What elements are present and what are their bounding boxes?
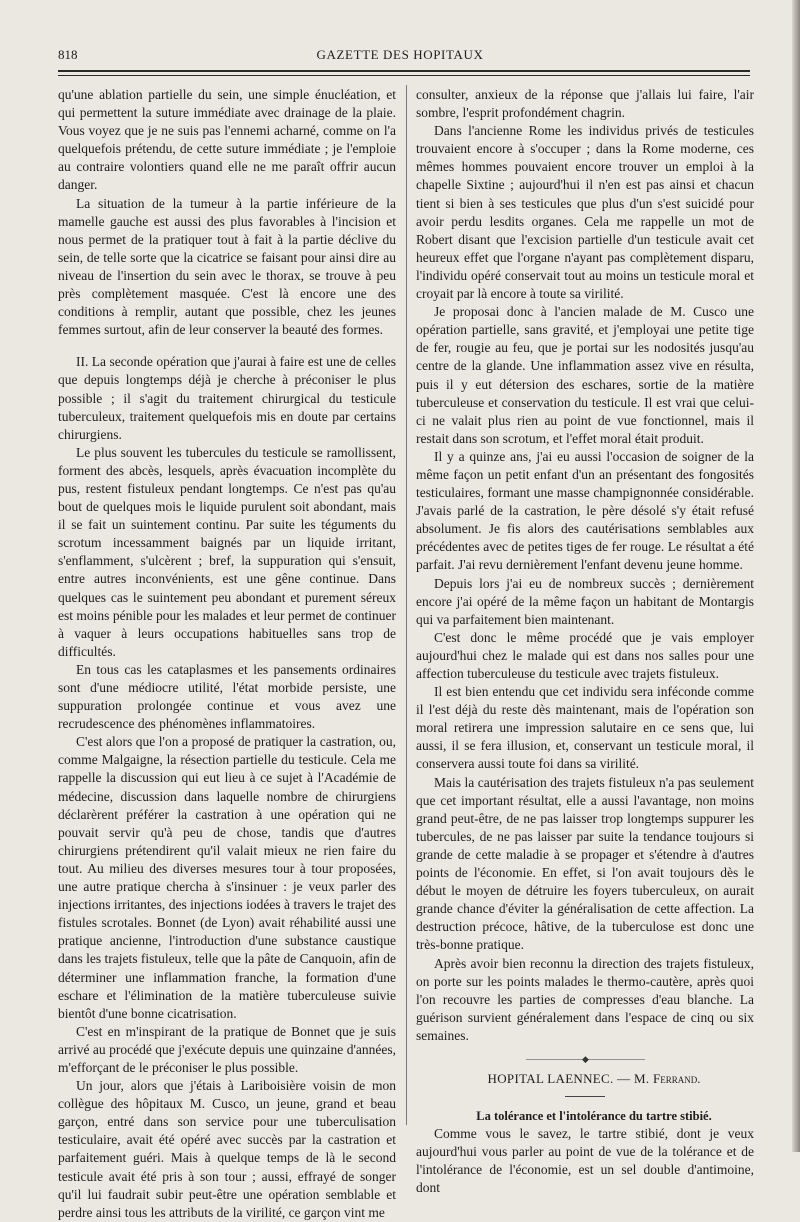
hospital-name: HOPITAL LAENNEC. [487,1070,614,1086]
heading-rule [565,1096,605,1097]
paragraph: Je proposai donc à l'ancien malade de M. Cusco une opération partielle, sans gravité, et j'employai une petite tige de fer, rougie au feu, que je portai sur les nodosités jusqu'au centre de la glande. Une inflammation assez vive en résulta, puis il y eut détersion des eschares, sortie de la matière tuberculeuse et conservation du testicule. Il est vrai que celui-ci ne valait plus rien au point de vue fonctionnel, mais il restait dans son scrotum, et l'effet moral était produit. [416,304,754,446]
paragraph: Comme vous le savez, le tartre stibié, dont je veux aujourd'hui vous parler au point de vue de la tolérance et de l'intolérance de l'économie, est un sel double d'antimoine, dont [416,1126,754,1196]
left-column [58,86,396,1220]
paragraph: Il y a quinze ans, j'ai eu aussi l'occasion de soigner de la même façon un petit enfant d'un an présentant des fongosités testiculaires, formant une masse champignonnée considérable. J'avais parlé de la castration, le père désolé s'y était refusé absolument. Je fis alors des cautérisations semblables aux précédentes avec de petites tiges de fer rouge. Le résultat a été parfait. J'ai revu dernièrement l'enfant devenu jeune homme. [416,448,754,573]
heading-separator: — M. [617,1070,650,1086]
paragraph: C'est alors que l'on a proposé de pratiquer la castration, ou, comme Malgaigne, la résection partielle du testicule. Cela me rappelle la discussion qui eut lieu à ce sujet à l'Académie de médecine, discussion dans laquelle nombre de chirurgiens déclarèrent préférer la castration à une opération qui ne pouvait servir qu'à peu de chose, tandis que d'autres chirurgiens prétendirent qu'il valait mieux ne rien faire du tout. Au milieu des diverses mesures tour à tour proposées, une autre pratique chercha à s'insinuer : je veux parler des injections irritantes, des injections iodées à travers le trajet des fistules scrotales. Bonnet (de Lyon) avait réhabilité aussi une pratique ancienne, l'introduction d'une substance caustique dans les trajets fistuleux, telle que la pâte de Canquoin, afin de déterminer une inflammation franche, la formation d'une eschare et l'élimination de la matière tuberculeuse suivie bientôt d'une bonne cicatrisation. [58,734,396,1021]
paragraph: La situation de la tumeur à la partie inférieure de la mamelle gauche est aussi des plus favorables à l'incision et nous permet de la pratiquer tout à fait à la partie déclive du sein, de telle sorte que la cicatrice se faisant pour ainsi dire au niveau de l'insertion du sein avec le thorax, se trouve à peu près complètement masquée. C'est là encore une des conditions à remplir, autant que possible, chez les jeunes femmes surtout, afin de leur conserver la beauté des formes. [58,195,396,338]
author-name: Ferrand. [652,1070,701,1086]
section-paragraph: II. La seconde opération que j'aurai à faire est une de celles que depuis longtemps déjà je cherche à préconiser le plus possible ; il s'agit du traitement chirurgical du testicule tuberculeux, traitement quelquefois mis en doute par certains chirurgiens. [58,354,396,442]
right-column [416,86,754,1196]
paragraph: Un jour, alors que j'étais à Lariboisière voisin de mon collègue des hôpitaux M. Cusco, un jeune, grand et beau garçon, entré dans son service pour une tuberculisation testiculaire, avait été opéré avec succès par la castration et parfaitement guéri. Mais à quelque temps de là le second testicule avait été pris à son tour ; aussi, effrayé de songer qu'il lui faudrait subir peut-être une opération semblable et perdre ainsi tous les attributs de la virilité, ce garçon vint me [58,1078,396,1220]
paragraph: Mais la cautérisation des trajets fistuleux n'a pas seulement que cet important résultat, elle a aussi l'avantage, non moins grand peut-être, de ne pas laisser trop longtemps suppurer les tubercules, de ne pas laisser par suite la tendance toujours si grande de cette maladie à se propager et s'étendre à d'autres points de l'économie. En effet, si l'on avait toujours dès le début le moyen de détruire les foyers tuberculeux, on aurait grande chance d'éviter la généralisation de cette affection. La destruction précoce, hâtive, de la tuberculose est donc une très-bonne pratique. [416,774,754,953]
paragraph: Depuis lors j'ai eu de nombreux succès ; dernièrement encore j'ai opéré de la même façon un habitant de Montargis qui va parfaitement bien maintenant. [416,575,754,627]
paragraph: Le plus souvent les tubercules du testicule se ramollissent, forment des abcès, lesquels, après évacuation incomplète du pus, restent fistuleux pendant longtemps. Ce n'est pas qu'au bout de quelques mois le liquide purulent soit abondant, mais il se fait un suintement continu. Par suite les téguments du scrotum incessamment baignés par un liquide irritant, s'enflamment, s'ulcèrent ; bref, la suppuration qui s'ensuit, entre autres inconvénients, est une gêne continue. Dans quelques cas le suintement peu abondant et purement séreux est moins pénible pour les malades et leur permet de continuer à vaquer à leurs occupations habituelles sans trop de difficultés. [58,444,396,659]
header-rule [58,70,750,72]
article-title: La tolérance et l'intolérance du tartre stibié. [476,1109,712,1124]
paragraph: C'est en m'inspirant de la pratique de Bonnet que je suis arrivé au procédé que j'exécute depuis une quinzaine d'années, m'efforçant de le préconiser le plus possible. [58,1023,396,1075]
paragraph: C'est donc le même procédé que je vais employer aujourd'hui chez le malade qui est dans nos salles pour une affection tuberculeuse du testicule avec trajets fistuleux. [416,629,754,681]
paragraph: Il est bien entendu que cet individu sera inféconde comme il l'est déjà du reste dès maintenant, mais de l'opération son moral retirera une impression salutaire en ce sens que, lui aussi, il se fera illusion, et, conservant un testicule moral, il conservera aussi toute foi dans sa virilité. [416,684,754,772]
section-heading [416,1070,754,1088]
column-divider [406,85,407,1125]
running-title: GAZETTE DES HOPITAUX [316,47,484,62]
paragraph: Dans l'ancienne Rome les individus privés de testicules trouvaient encore à s'occuper ; dans la Rome moderne, ces mêmes hommes pouvaient encore trouver un emploi à la chapelle Sixtine ; aujourd'hui il n'en est pas ainsi et chacun tient si bien à ses testicules que plus d'un s'est suicidé pour avoir perdu lesdits organes. Cela me rappelle un mot de Robert disant que l'excision partielle d'un testicule avait cet heureux effet que l'organe n'ayant pas complètement disparu, l'individu opéré conservait tout au moins un testicule moral et croyait par là encore à toute sa virilité. [416,123,754,302]
paragraph: consulter, anxieux de la réponse que j'allais lui faire, l'air sombre, l'esprit profondément chagrin. [416,87,754,121]
section-ornament: ———————◆——————— [526,1053,644,1064]
paragraph: qu'une ablation partielle du sein, une simple énucléation, et qui permettent la suture immédiate avec drainage de la plaie. Vous voyez que je ne suis pas l'ennemi acharné, comme on l'a quelquefois prétendu, de cette suture immédiate ; je l'emploie au contraire volontiers quand elle ne me paraît offrir aucun danger. [58,87,396,193]
paragraph: Après avoir bien reconnu la direction des trajets fistuleux, on porte sur les points malades le thermo-cautère, après quoi l'on recouvre les parties de compresses d'eau blanche. La guérison survient généralement dans l'espace de cinq ou six semaines. [416,955,754,1043]
page-number: 818 [58,47,78,62]
paragraph: En tous cas les cataplasmes et les pansements ordinaires sont d'une médiocre utilité, l'état morbide persiste, une suppuration prolongée continue et vous avez une recrudescence des phénomènes inflammatoires. [58,661,396,732]
page-edge-shadow [792,0,800,1152]
header-rule-thin [58,75,750,76]
